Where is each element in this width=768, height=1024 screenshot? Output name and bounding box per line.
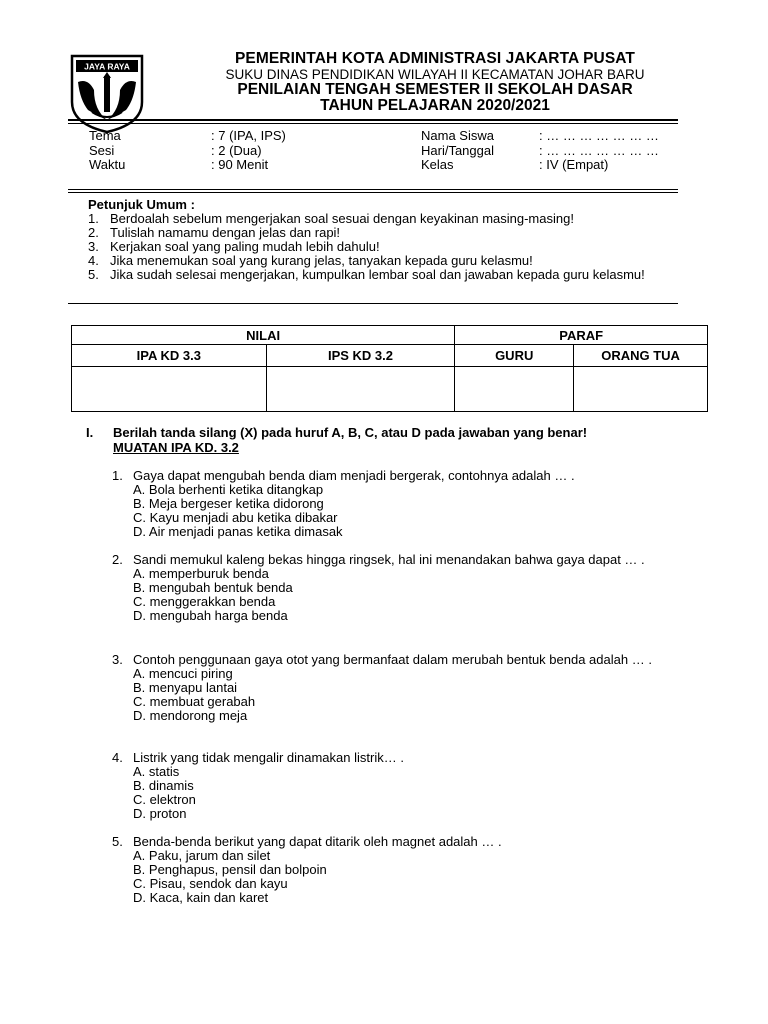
jakarta-logo bbox=[68, 52, 146, 134]
sign-cell-guru[interactable] bbox=[455, 367, 574, 412]
info-label: Waktu bbox=[89, 157, 126, 172]
answer-option-b[interactable]: B. dinamis bbox=[133, 778, 194, 793]
col-ipa: IPA KD 3.3 bbox=[72, 345, 267, 367]
answer-option-c[interactable]: C. membuat gerabah bbox=[133, 694, 256, 709]
instruction-item: 4. Jika menemukan soal yang kurang jelas, tanyakan kepada guru kelasmu! bbox=[88, 253, 533, 268]
question-text: Sandi memukul kaleng bekas hingga ringsek, hal ini menandakan bahwa gaya dapat … . bbox=[133, 552, 645, 567]
info-value: : 90 Menit bbox=[211, 157, 269, 172]
header-divider bbox=[68, 119, 678, 121]
answer-option-d[interactable]: D. proton bbox=[133, 806, 187, 821]
answer-option-a[interactable]: A. statis bbox=[133, 764, 180, 779]
instructions-divider bbox=[68, 303, 678, 304]
info-label: Tema bbox=[89, 128, 121, 143]
question-number: 5. bbox=[112, 834, 123, 849]
instruction-item: 5. Jika sudah selesai mengerjakan, kumpulkan lembar soal dan jawaban kepada guru kelasmu! bbox=[88, 267, 645, 282]
question-number: 3. bbox=[112, 652, 123, 667]
answer-option-a[interactable]: A. Paku, jarum dan silet bbox=[133, 848, 271, 863]
info-label: Nama Siswa bbox=[421, 128, 494, 143]
question-2 bbox=[112, 553, 660, 623]
col-orang-tua: ORANG TUA bbox=[574, 345, 708, 367]
answer-option-c[interactable]: C. menggerakkan benda bbox=[133, 594, 276, 609]
question-text: Contoh penggunaan gaya otot yang bermanfaat dalam merubah bentuk benda adalah … . bbox=[133, 652, 652, 667]
instruction-item: 2. Tulislah namamu dengan jelas dan rapi! bbox=[88, 225, 341, 240]
instruction-item: 3. Kerjakan soal yang paling mudah lebih dahulu! bbox=[88, 239, 380, 254]
header-line-4: TAHUN PELAJARAN 2020/2021 bbox=[320, 97, 550, 114]
nilai-header: NILAI bbox=[72, 326, 455, 345]
question-4 bbox=[112, 751, 672, 821]
answer-option-a[interactable]: A. memperburuk benda bbox=[133, 566, 269, 581]
answer-option-b[interactable]: B. menyapu lantai bbox=[133, 680, 238, 695]
answer-option-c[interactable]: C. Pisau, sendok dan kayu bbox=[133, 876, 288, 891]
section-instruction: Berilah tanda silang (X) pada huruf A, B, C, atau D pada jawaban yang benar! bbox=[113, 425, 588, 440]
question-3 bbox=[112, 653, 672, 723]
info-value: : 7 (IPA, IPS) bbox=[211, 128, 286, 143]
question-number: 4. bbox=[112, 750, 123, 765]
score-cell-ipa[interactable] bbox=[72, 367, 267, 412]
question-number: 1. bbox=[112, 468, 123, 483]
info-label: Sesi bbox=[89, 142, 115, 158]
paraf-header: PARAF bbox=[455, 326, 708, 345]
info-value: : … … … … … … … bbox=[539, 142, 659, 158]
score-table bbox=[71, 325, 708, 412]
info-values-right bbox=[539, 129, 659, 173]
answer-option-a[interactable]: A. Bola berhenti ketika ditangkap bbox=[133, 482, 324, 497]
answer-option-d[interactable]: D. Kaca, kain dan karet bbox=[133, 890, 269, 905]
answer-option-d[interactable]: D. mengubah harga benda bbox=[133, 608, 288, 623]
sign-cell-orang-tua[interactable] bbox=[574, 367, 708, 412]
general-instructions bbox=[88, 198, 678, 282]
info-value: : 2 (Dua) bbox=[211, 142, 262, 158]
answer-option-c[interactable]: C. elektron bbox=[133, 792, 196, 807]
score-cell-ips[interactable] bbox=[266, 367, 455, 412]
info-value: : … … … … … … … bbox=[539, 128, 659, 143]
info-label: Kelas bbox=[421, 157, 454, 172]
header-divider-thin bbox=[68, 123, 678, 124]
answer-option-d[interactable]: D. mendorong meja bbox=[133, 708, 248, 723]
info-labels-left bbox=[89, 129, 125, 173]
info-value: : IV (Empat) bbox=[539, 157, 609, 172]
section-number: I. bbox=[86, 425, 94, 440]
col-guru: GURU bbox=[455, 345, 574, 367]
question-5 bbox=[112, 835, 672, 905]
logo-text: JAYA RAYA bbox=[84, 61, 130, 72]
question-1 bbox=[112, 469, 672, 539]
header-line-3: PENILAIAN TENGAH SEMESTER II SEKOLAH DASAR bbox=[237, 81, 633, 98]
answer-option-b[interactable]: B. mengubah bentuk benda bbox=[133, 580, 293, 595]
info-labels-right bbox=[421, 129, 494, 173]
instruction-item: 1. Berdoalah sebelum mengerjakan soal sesuai dengan keyakinan masing-masing! bbox=[88, 211, 574, 226]
header-line-1: PEMERINTAH KOTA ADMINISTRASI JAKARTA PUSAT bbox=[234, 50, 636, 67]
answer-option-b[interactable]: B. Meja bergeser ketika didorong bbox=[133, 496, 324, 511]
answer-option-c[interactable]: C. Kayu menjadi abu ketika dibakar bbox=[133, 510, 338, 525]
info-label: Hari/Tanggal bbox=[421, 142, 494, 158]
question-number: 2. bbox=[112, 552, 123, 567]
info-divider bbox=[68, 189, 678, 190]
col-ips: IPS KD 3.2 bbox=[266, 345, 455, 367]
question-text: Listrik yang tidak mengalir dinamakan listrik… . bbox=[133, 750, 404, 765]
section-subtitle: MUATAN IPA KD. 3.2 bbox=[113, 440, 239, 455]
instructions-title: Petunjuk Umum : bbox=[88, 197, 195, 212]
answer-option-b[interactable]: B. Penghapus, pensil dan bolpoin bbox=[133, 862, 327, 877]
answer-option-d[interactable]: D. Air menjadi panas ketika dimasak bbox=[133, 524, 343, 539]
info-divider-2 bbox=[68, 192, 678, 193]
header-line-2: SUKU DINAS PENDIDIKAN WILAYAH II KECAMATAN JOHAR BARU bbox=[225, 67, 645, 82]
info-values-left bbox=[211, 129, 286, 173]
answer-option-a[interactable]: A. mencuci piring bbox=[133, 666, 233, 681]
question-text: Benda-benda berikut yang dapat ditarik oleh magnet adalah … . bbox=[133, 834, 502, 849]
question-text: Gaya dapat mengubah benda diam menjadi bergerak, contohnya adalah … . bbox=[133, 468, 575, 483]
